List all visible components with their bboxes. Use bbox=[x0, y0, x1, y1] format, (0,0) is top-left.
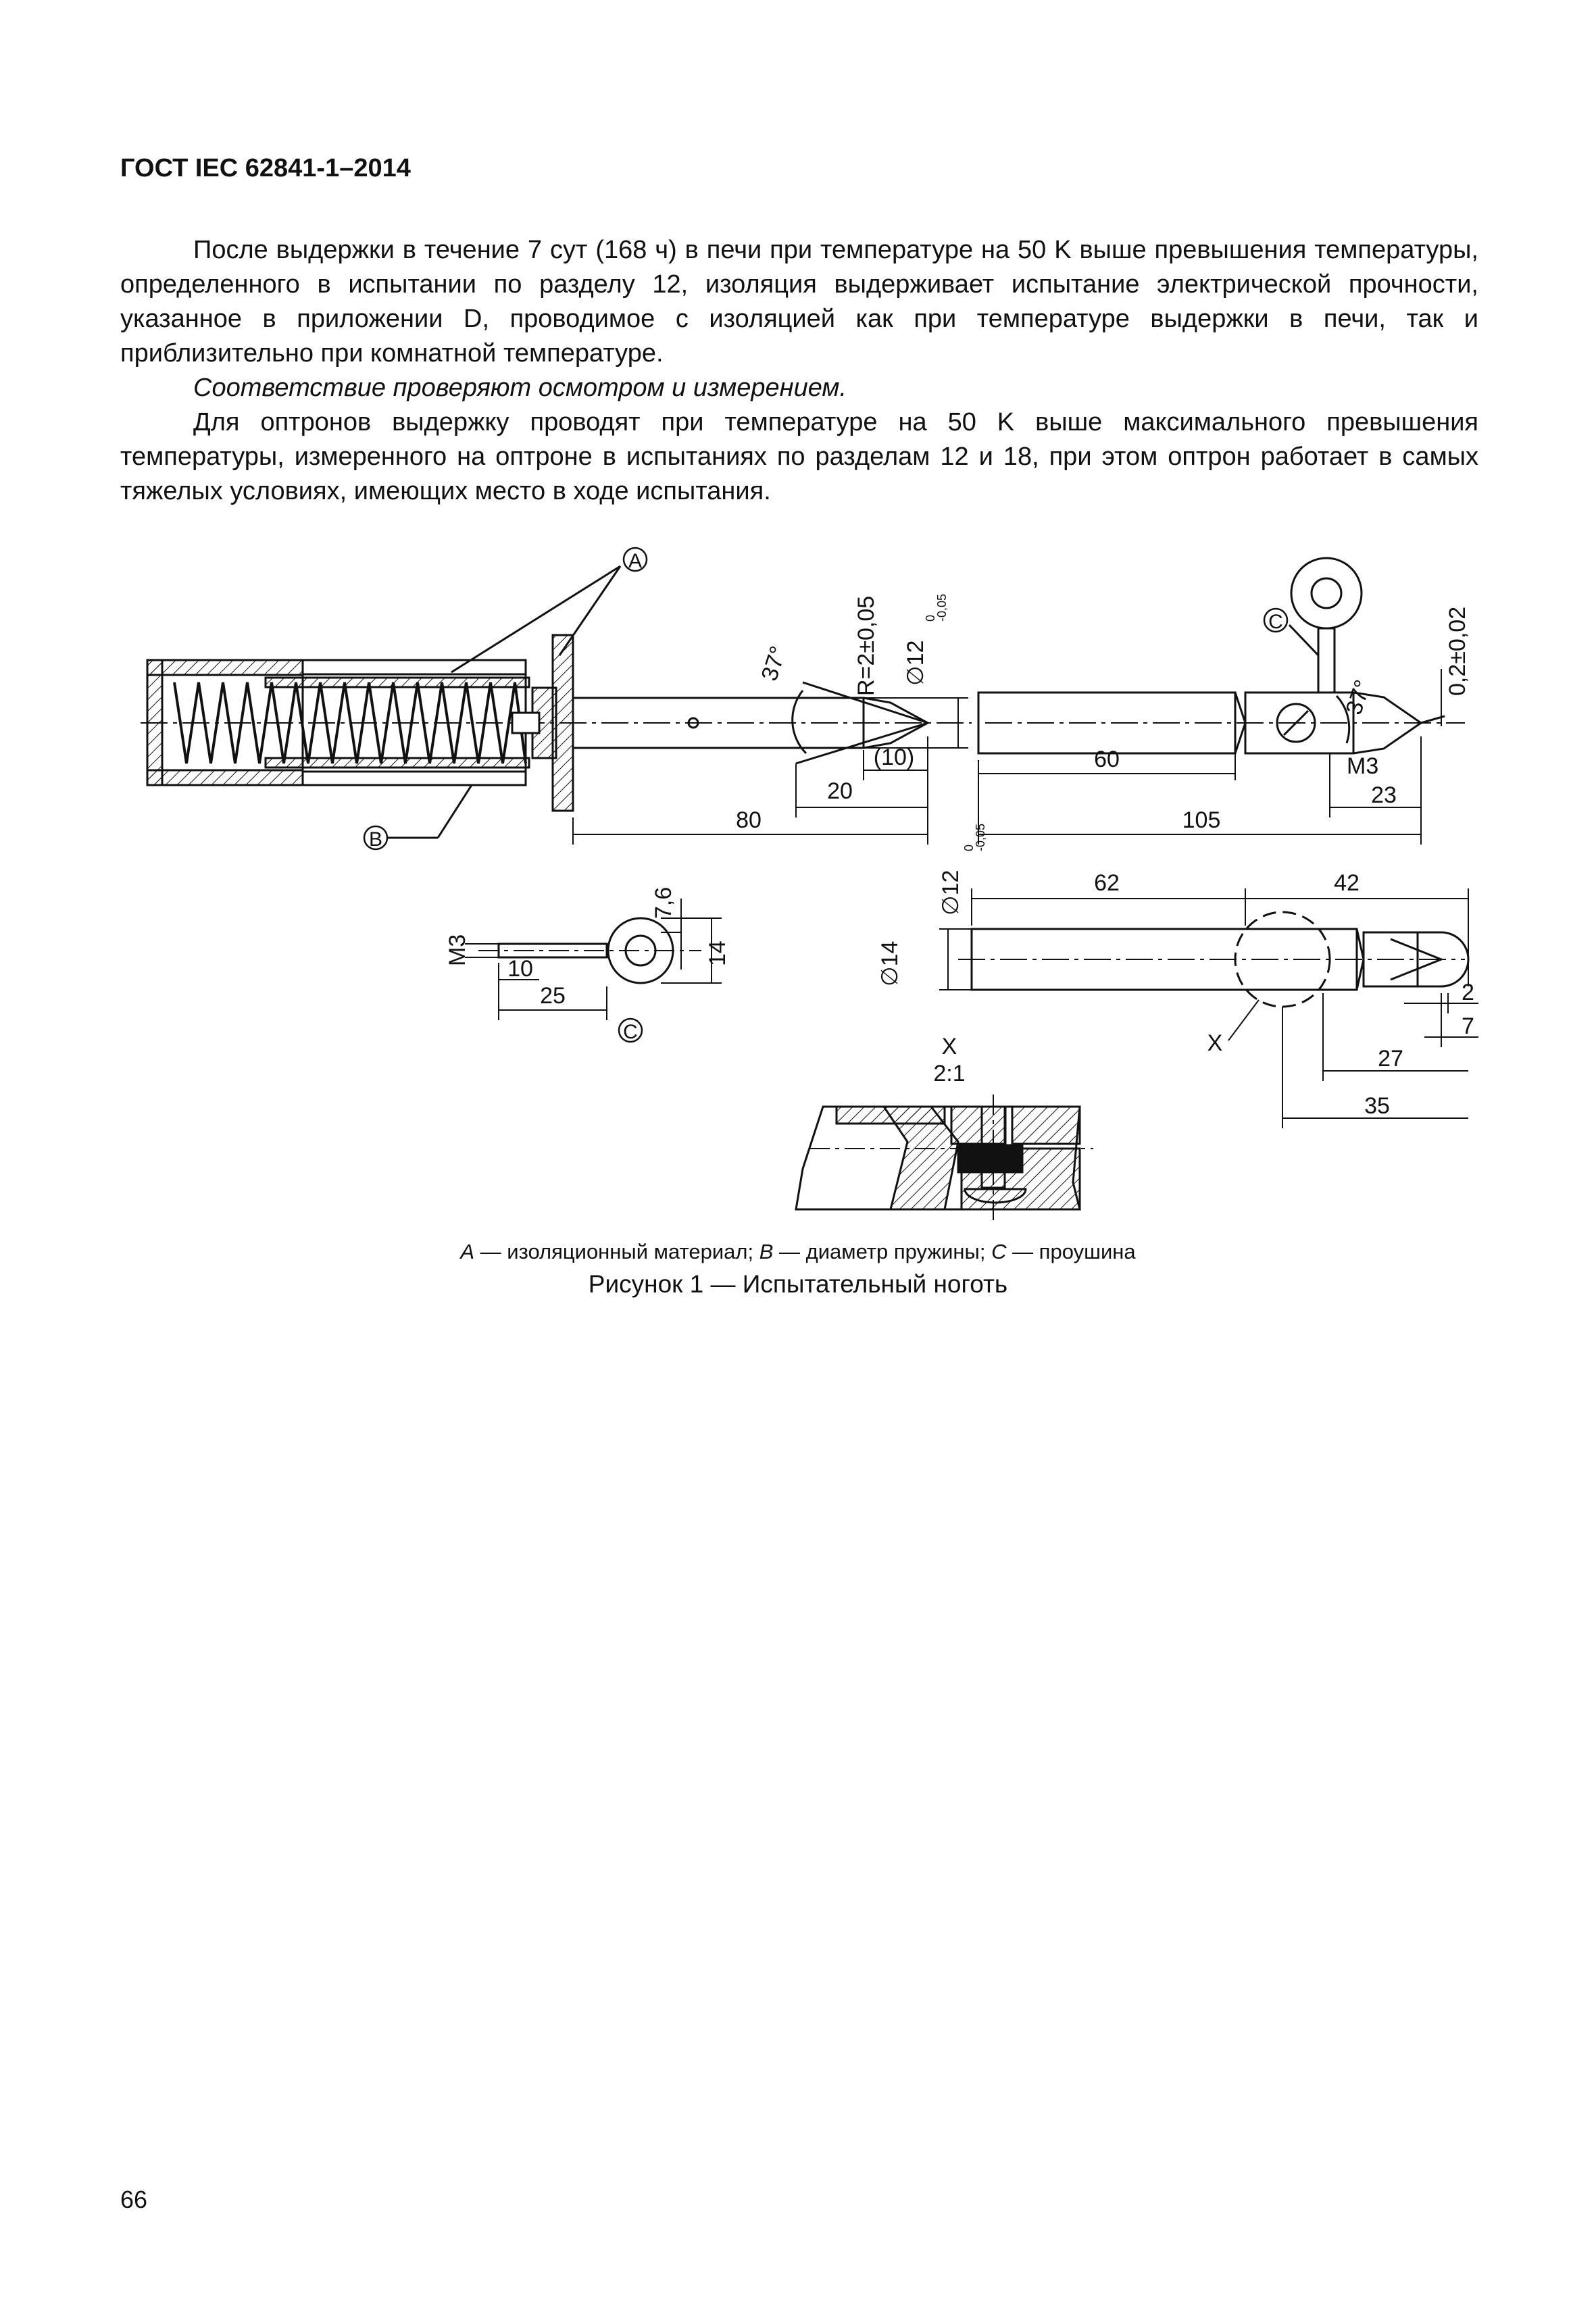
dim-2: 2 bbox=[1462, 980, 1474, 1005]
dim-10: 10 bbox=[507, 956, 533, 982]
dim-tol-dn-top: -0,05 bbox=[935, 593, 949, 622]
side-view bbox=[939, 888, 1478, 1128]
dim-angle-right: 37° bbox=[1341, 676, 1376, 718]
label-x-detail: X bbox=[941, 1034, 957, 1059]
dim-76: 7,6 bbox=[651, 886, 676, 919]
label-c-top: C bbox=[1268, 611, 1283, 633]
legend-text-a: — изоляционный материал; bbox=[474, 1240, 759, 1263]
dim-27: 27 bbox=[1378, 1046, 1403, 1072]
legend-text-b: — диаметр пружины; bbox=[773, 1240, 992, 1263]
dim-radius: R=2±0,05 bbox=[853, 595, 879, 696]
dim-60: 60 bbox=[1094, 747, 1120, 772]
dim-dia12-top: ∅12 bbox=[903, 640, 928, 686]
dim-20: 20 bbox=[827, 778, 853, 804]
dim-23: 23 bbox=[1371, 782, 1397, 808]
dim-42: 42 bbox=[1334, 870, 1360, 896]
figure-caption: Рисунок 1 — Испытательный ноготь bbox=[588, 1270, 1008, 1298]
paragraph-compliance: Соответствие проверяют осмотром и измерением. bbox=[193, 374, 847, 402]
dim-02: 0,2±0,02 bbox=[1445, 606, 1470, 696]
page-number: 66 bbox=[120, 2186, 148, 2213]
dim-14-eye: 14 bbox=[705, 940, 730, 966]
detail-x bbox=[796, 1095, 1093, 1223]
test-nail-drawing bbox=[120, 520, 1478, 1230]
label-b: B bbox=[368, 828, 383, 851]
dim-dia14: ∅14 bbox=[877, 940, 903, 986]
dim-tol-up-top: 0 bbox=[924, 614, 937, 622]
legend-key-a: A bbox=[460, 1240, 475, 1263]
legend-key-b: B bbox=[759, 1240, 774, 1263]
dim-tol-dn-side: -0,05 bbox=[974, 823, 987, 851]
dim-62: 62 bbox=[1094, 870, 1120, 896]
dim-angle-left: 37° bbox=[756, 643, 792, 684]
dim-7: 7 bbox=[1462, 1013, 1474, 1039]
dim-25: 25 bbox=[540, 983, 566, 1009]
body-text bbox=[120, 233, 1478, 509]
label-x-side: X bbox=[1207, 1030, 1223, 1056]
dim-35: 35 bbox=[1364, 1093, 1390, 1119]
label-scale: 2:1 bbox=[933, 1061, 966, 1086]
dim-10-ref: (10) bbox=[873, 745, 915, 770]
paragraph-oven-aging: После выдержки в течение 7 сут (168 ч) в печи при температуре на 50 K выше превышения температуры, определенного в испытании по разделу 12, изоляция выдерживает испытание электрической прочности, указанное в приложении D, проводимое с изоляцией как при температуре выдержки в печи, так и приблизительно при комнатной температуре. bbox=[120, 236, 1478, 368]
dim-m3-top: M3 bbox=[1347, 753, 1379, 779]
dim-m3-eye: M3 bbox=[445, 934, 470, 966]
dim-dia12-side: ∅12 bbox=[938, 870, 964, 915]
label-a: A bbox=[628, 550, 643, 572]
paragraph-optocouplers: Для оптронов выдержку проводят при температуре на 50 K выше максимального превышения температуры, измеренного на оптроне в испытаниях по разделам 12 и 18, при этом оптрон работает в самых тяжелых условиях, имеющих место в ходе испытания. bbox=[120, 408, 1478, 505]
document-header: ГОСТ IEC 62841-1–2014 bbox=[120, 154, 411, 182]
legend-text-c: — проушина bbox=[1006, 1240, 1136, 1263]
figure-legend bbox=[0, 1240, 1596, 1264]
dim-105: 105 bbox=[1182, 807, 1221, 833]
dim-tol-up-side: 0 bbox=[962, 844, 976, 851]
eye-detail bbox=[465, 899, 722, 1020]
legend-key-c: C bbox=[991, 1240, 1007, 1263]
dim-80: 80 bbox=[736, 807, 762, 833]
label-c-eye: C bbox=[623, 1021, 638, 1043]
